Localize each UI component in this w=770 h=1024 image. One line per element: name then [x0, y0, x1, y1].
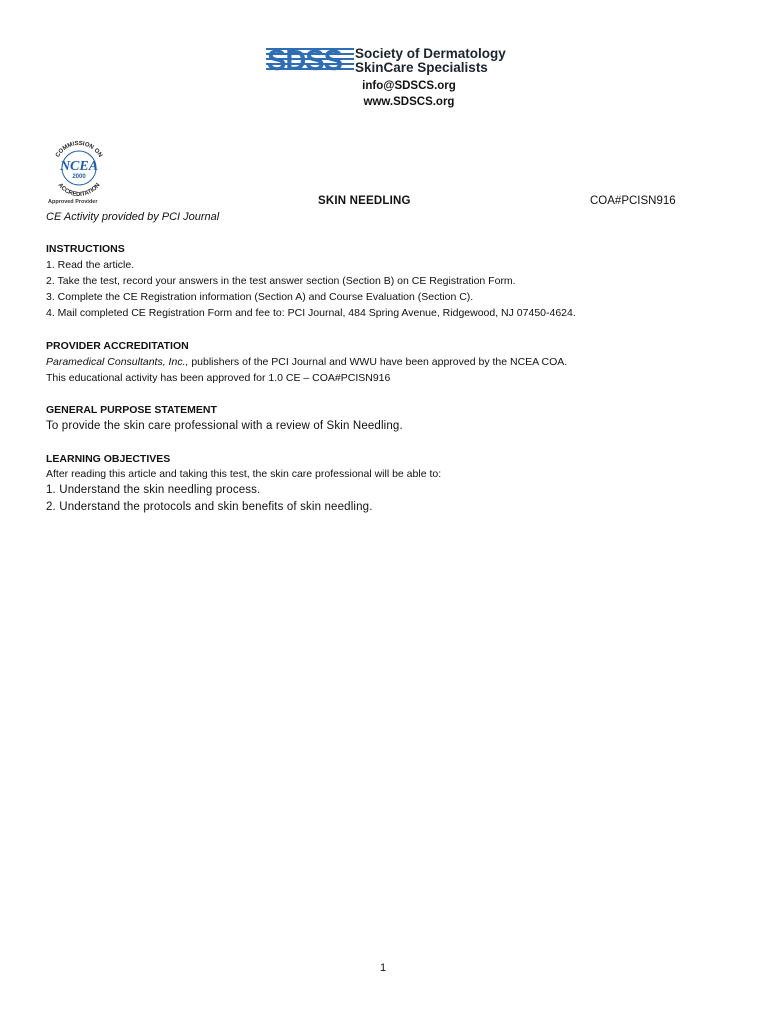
svg-text:COMMISSION ON: COMMISSION ON — [55, 140, 103, 159]
svg-text:2000: 2000 — [72, 174, 86, 180]
contact-website[interactable]: www.SDSCS.org — [363, 96, 455, 108]
provider-company: Paramedical Consultants, Inc., — [46, 356, 189, 368]
svg-text:SDSS: SDSS — [267, 45, 342, 74]
svg-text:ACCREDITATION: ACCREDITATION — [56, 182, 102, 199]
objective-item: 2. Understand the protocols and skin benefits of skin needling. — [46, 501, 373, 513]
instruction-item: 4. Mail completed CE Registration Form and fee to: PCI Journal, 484 Spring Avenue, Ridgewood, NJ 07450-4624. — [46, 307, 576, 319]
instruction-item: 3. Complete the CE Registration information (Section A) and Course Evaluation (Section C). — [46, 291, 474, 303]
ce-activity-line: CE Activity provided by PCI Journal — [46, 211, 220, 223]
objective-item: 1. Understand the skin needling process. — [46, 484, 261, 496]
org-name-line1: Society of Dermatology — [355, 46, 506, 61]
provider-line1 — [46, 356, 567, 368]
objectives-intro: After reading this article and taking this test, the skin care professional will be able to: — [46, 468, 442, 480]
instruction-item: 2. Take the test, record your answers in the test answer section (Section B) on CE Registration Form. — [46, 275, 516, 287]
svg-text:NCEA: NCEA — [59, 159, 99, 174]
purpose-text: To provide the skin care professional with a review of Skin Needling. — [46, 420, 403, 432]
instruction-item: 1. Read the article. — [46, 259, 135, 271]
sdss-logo-mark — [266, 44, 354, 74]
org-name-line2: SkinCare Specialists — [355, 60, 488, 75]
seal-caption: Approved Provider — [48, 199, 98, 205]
provider-heading: PROVIDER ACCREDITATION — [46, 340, 189, 352]
document-title: SKIN NEEDLING — [318, 195, 411, 207]
coa-code: COA#PCISN916 — [590, 195, 676, 207]
contact-email[interactable]: info@SDSCS.org — [362, 80, 456, 92]
page-number: 1 — [380, 962, 387, 974]
provider-line1-rest: publishers of the PCI Journal and WWU have been approved by the NCEA COA. — [188, 356, 568, 368]
org-name — [355, 47, 506, 75]
objectives-heading: LEARNING OBJECTIVES — [46, 453, 171, 465]
instructions-heading: INSTRUCTIONS — [46, 243, 125, 255]
ncea-seal-icon — [46, 135, 112, 201]
purpose-heading: GENERAL PURPOSE STATEMENT — [46, 404, 217, 416]
provider-line2: This educational activity has been approved for 1.0 CE – COA#PCISN916 — [46, 372, 391, 384]
ncea-seal — [46, 135, 112, 209]
